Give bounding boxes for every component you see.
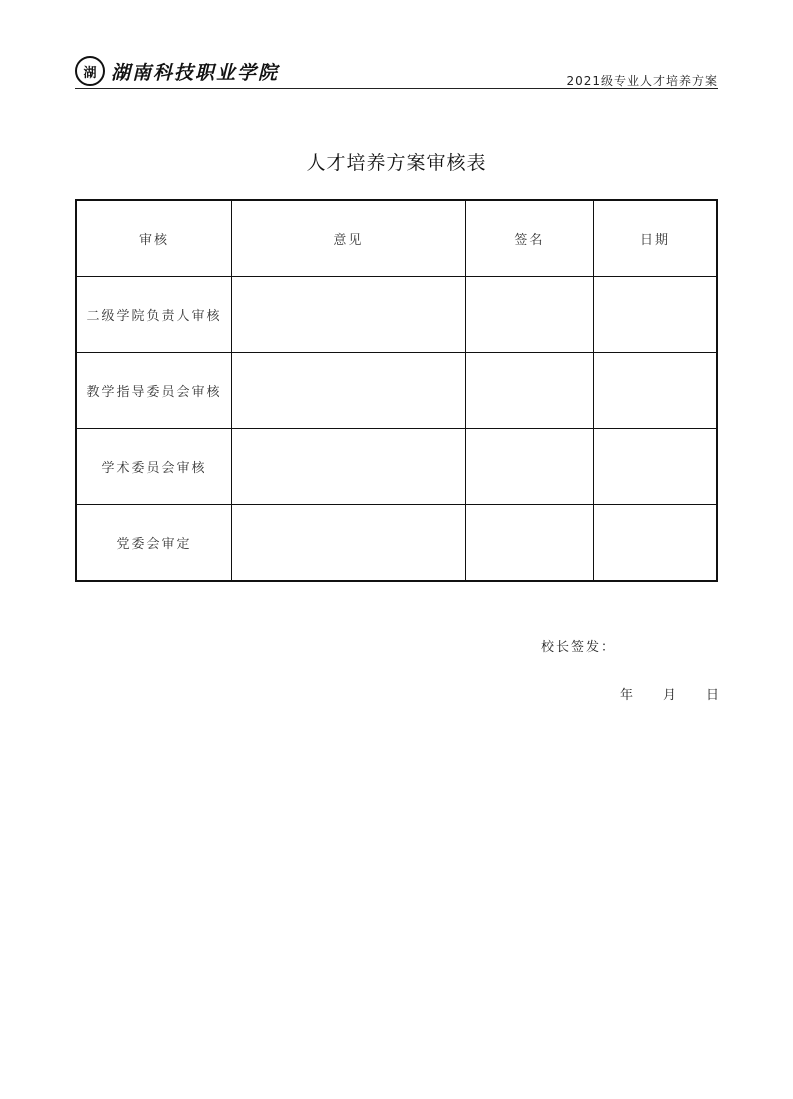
- table-row: [76, 353, 717, 429]
- signature-cell[interactable]: [465, 505, 593, 582]
- page-header: [75, 56, 718, 90]
- header-review: 审核: [76, 200, 231, 277]
- table-row: [76, 429, 717, 505]
- date-cell[interactable]: [594, 429, 717, 505]
- date-year-label: 年: [620, 688, 634, 703]
- table-row: [76, 277, 717, 353]
- table-header-row: [76, 200, 717, 277]
- row-label: 二级学院负责人审核: [76, 277, 231, 353]
- signature-cell[interactable]: [465, 353, 593, 429]
- school-logo: [75, 56, 279, 86]
- school-name: 湖南科技职业学院: [111, 61, 280, 84]
- opinion-cell[interactable]: [231, 505, 465, 582]
- row-label: 教学指导委员会审核: [76, 353, 231, 429]
- date-day-label: 日: [706, 688, 720, 703]
- signature-cell[interactable]: [465, 429, 593, 505]
- signature-cell[interactable]: [465, 277, 593, 353]
- table-row: [76, 505, 717, 582]
- date-month-label: 月: [663, 688, 677, 703]
- header-rule: [75, 88, 718, 89]
- date-cell[interactable]: [594, 353, 717, 429]
- review-table: [75, 199, 718, 582]
- opinion-cell[interactable]: [231, 429, 465, 505]
- header-opinion: 意见: [231, 200, 465, 277]
- signature-date: [620, 684, 718, 702]
- header-signature: 签名: [465, 200, 593, 277]
- date-cell[interactable]: [594, 505, 717, 582]
- date-cell[interactable]: [594, 277, 717, 353]
- school-seal-icon: 湖: [75, 56, 105, 86]
- opinion-cell[interactable]: [231, 277, 465, 353]
- principal-signature-label: 校长签发：: [541, 640, 617, 655]
- row-label: 学术委员会审核: [76, 429, 231, 505]
- header-date: 日期: [594, 200, 717, 277]
- document-tag: 2021级专业人才培养方案: [566, 74, 718, 88]
- page-title: 人才培养方案审核表: [306, 152, 487, 174]
- row-label: 党委会审定: [76, 505, 231, 582]
- opinion-cell[interactable]: [231, 353, 465, 429]
